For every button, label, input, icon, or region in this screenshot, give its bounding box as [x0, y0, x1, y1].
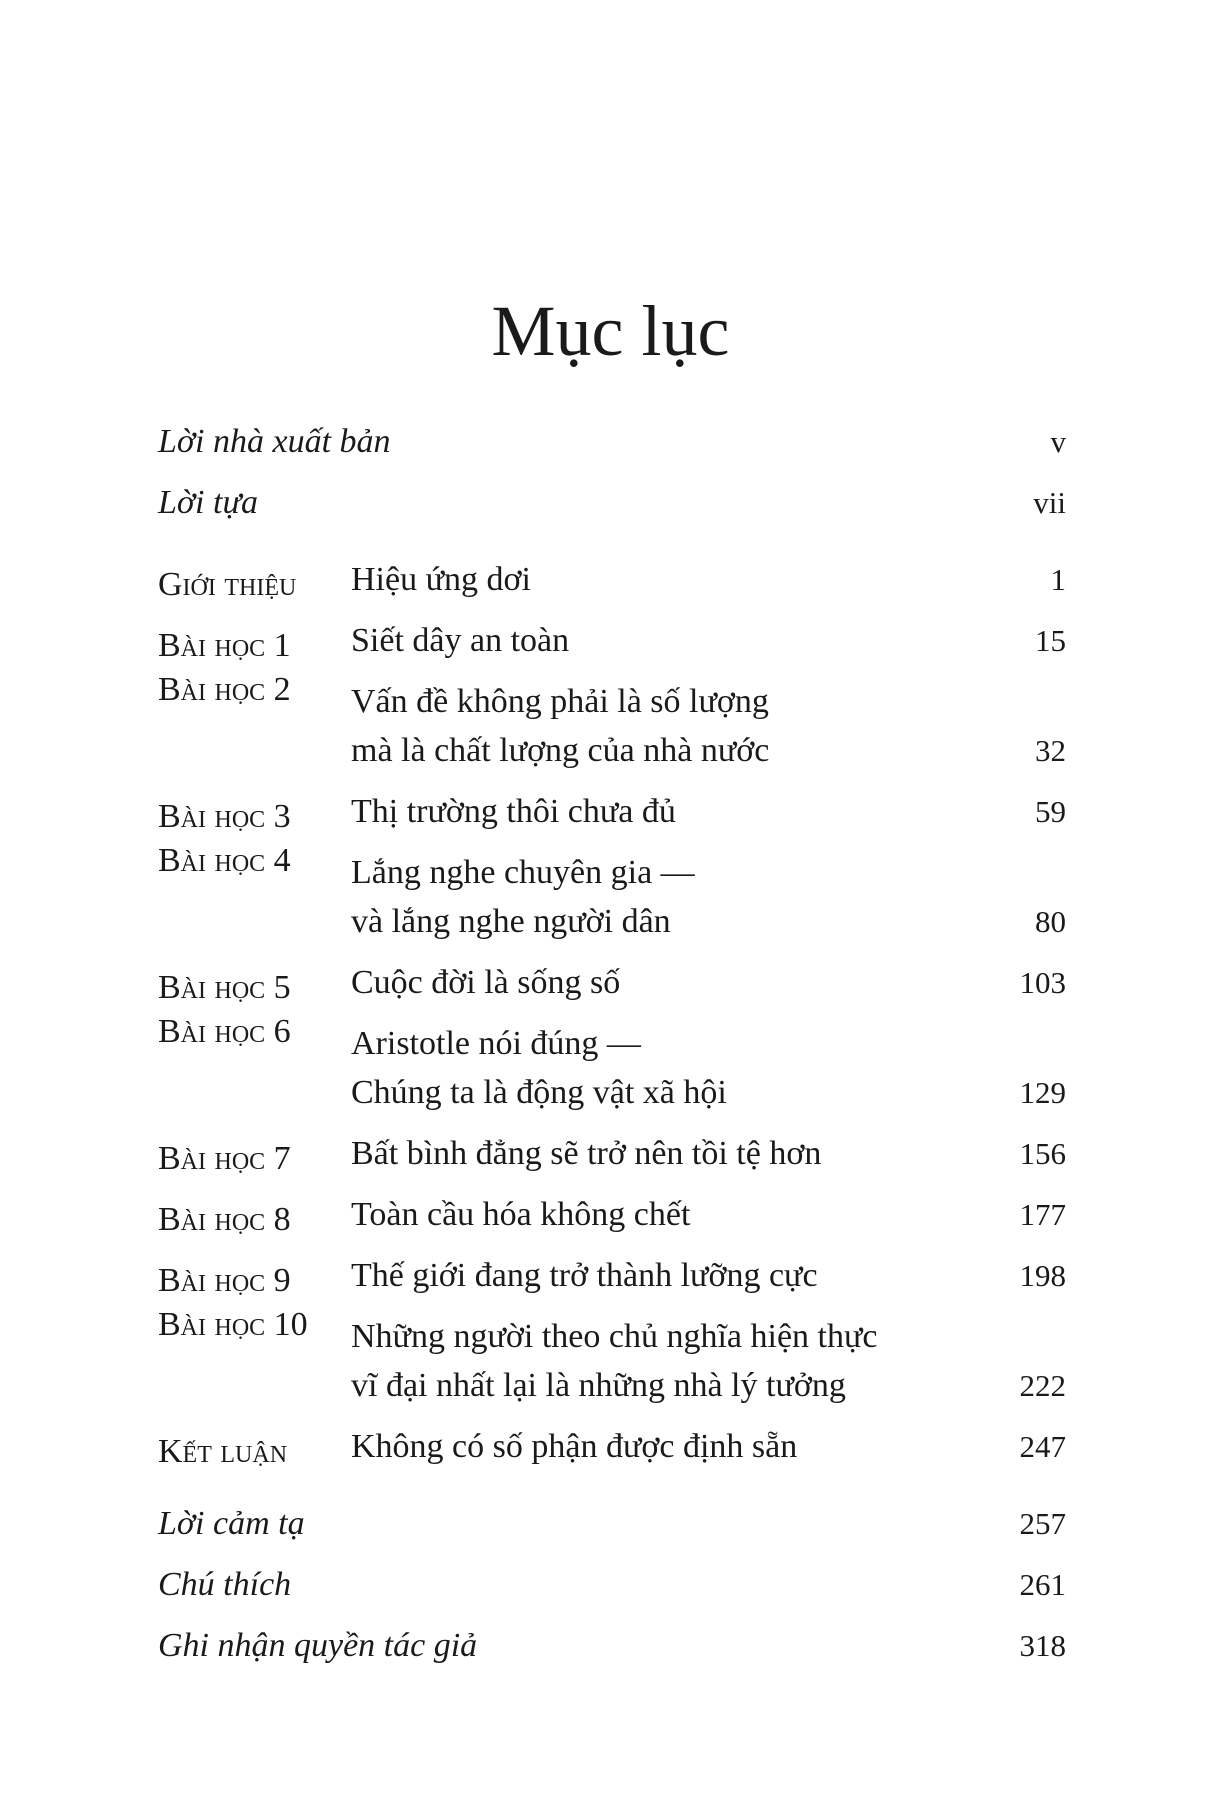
- toc-entry-page: 80: [1035, 904, 1066, 939]
- toc-entry-lesson-6[interactable]: [158, 1007, 1066, 1117]
- toc-entry-page: 59: [1035, 794, 1066, 829]
- toc-entry-text: [351, 677, 946, 775]
- toc-entry-lesson-1[interactable]: [158, 604, 1066, 665]
- toc-entry-page: 177: [1019, 1197, 1066, 1232]
- toc-entry-label: Giới thiệu: [158, 566, 297, 603]
- toc-entry-line: Lắng nghe chuyên gia —: [351, 854, 695, 891]
- toc-entry-acknowledgments[interactable]: [158, 1487, 1066, 1548]
- toc-entry-text: [351, 1019, 946, 1117]
- toc-entry-text: Lời cảm tạ: [158, 1505, 305, 1542]
- toc-entry-notes[interactable]: [158, 1548, 1066, 1609]
- toc-entry-label: Bài học 1: [158, 627, 291, 664]
- toc-entry-line: Thị trường thôi chưa đủ: [351, 793, 676, 830]
- toc-entry-publisher-note[interactable]: [158, 405, 1066, 466]
- toc-entry-text: [351, 787, 946, 836]
- page-title: Mục lục: [491, 291, 730, 372]
- toc-entry-page: 257: [1019, 1506, 1066, 1541]
- toc-entry-line: Toàn cầu hóa không chết: [351, 1196, 691, 1233]
- toc-entry-line: Thế giới đang trở thành lưỡng cực: [351, 1257, 818, 1294]
- toc-entry-page: 103: [1019, 965, 1066, 1000]
- toc-entry-page: 15: [1035, 623, 1066, 658]
- toc-entry-text: Ghi nhận quyền tác giả: [158, 1627, 478, 1664]
- toc-entry-label: Bài học 3: [158, 798, 291, 835]
- toc-entry-lesson-2[interactable]: [158, 665, 1066, 775]
- toc-entry-text: Lời tựa: [158, 484, 258, 521]
- toc-entry-line: Hiệu ứng dơi: [351, 561, 531, 598]
- toc-entry-page: 247: [1019, 1429, 1066, 1464]
- toc-entry-text: [351, 1251, 946, 1300]
- toc-entry-line: mà là chất lượng của nhà nước: [351, 732, 770, 769]
- toc-entry-page: 156: [1019, 1136, 1066, 1171]
- toc-entry-conclusion[interactable]: [158, 1410, 1066, 1471]
- toc-entry-text: [351, 1190, 946, 1239]
- toc-entry-label: Bài học 7: [158, 1140, 291, 1177]
- toc-entry-page: 129: [1019, 1075, 1066, 1110]
- toc-entry-copyright-credits[interactable]: [158, 1609, 1066, 1670]
- table-of-contents: [158, 405, 1066, 1670]
- toc-entry-label: Bài học 10: [158, 1306, 308, 1343]
- toc-entry-text: [351, 848, 946, 946]
- toc-entry-line: Những người theo chủ nghĩa hiện thực: [351, 1318, 878, 1355]
- toc-entry-line: Aristotle nói đúng —: [351, 1025, 641, 1062]
- toc-entry-line: vĩ đại nhất lại là những nhà lý tưởng: [351, 1367, 846, 1404]
- toc-entry-text: [351, 1129, 946, 1178]
- toc-entry-lesson-5[interactable]: [158, 946, 1066, 1007]
- toc-entry-label: Bài học 2: [158, 671, 291, 708]
- toc-entry-text: Chú thích: [158, 1566, 292, 1603]
- toc-entry-page: 32: [1035, 733, 1066, 768]
- toc-entry-page: v: [1050, 424, 1066, 459]
- toc-entry-page: 198: [1019, 1258, 1066, 1293]
- toc-entry-line: Vấn đề không phải là số lượng: [351, 683, 769, 720]
- toc-entry-line: và lắng nghe người dân: [351, 903, 671, 940]
- toc-entry-line: Siết dây an toàn: [351, 622, 570, 659]
- toc-entry-page: vii: [1033, 485, 1066, 520]
- toc-entry-label: Bài học 8: [158, 1201, 291, 1238]
- toc-entry-line: Bất bình đẳng sẽ trở nên tồi tệ hơn: [351, 1135, 822, 1172]
- toc-entry-text: [351, 1312, 946, 1410]
- toc-entry-label: Bài học 6: [158, 1013, 291, 1050]
- toc-entry-foreword[interactable]: [158, 466, 1066, 527]
- toc-entry-label: Kết luận: [158, 1433, 288, 1470]
- toc-entry-label: Bài học 4: [158, 842, 291, 879]
- toc-entry-text: Lời nhà xuất bản: [158, 423, 391, 460]
- toc-entry-text: [351, 958, 946, 1007]
- toc-entry-lesson-8[interactable]: [158, 1178, 1066, 1239]
- toc-entry-text: [351, 555, 946, 604]
- toc-entry-page: 222: [1019, 1368, 1066, 1403]
- toc-entry-page: 1: [1050, 562, 1066, 597]
- toc-entry-line: Không có số phận được định sẵn: [351, 1428, 798, 1465]
- toc-entry-text: [351, 616, 946, 665]
- toc-entry-lesson-4[interactable]: [158, 836, 1066, 946]
- toc-entry-page: 261: [1019, 1567, 1066, 1602]
- toc-entry-lesson-9[interactable]: [158, 1239, 1066, 1300]
- toc-entry-line: Chúng ta là động vật xã hội: [351, 1074, 727, 1111]
- toc-entry-lesson-7[interactable]: [158, 1117, 1066, 1178]
- toc-entry-text: [351, 1422, 946, 1471]
- toc-entry-label: Bài học 5: [158, 969, 291, 1006]
- toc-entry-lesson-3[interactable]: [158, 775, 1066, 836]
- toc-entry-line: Cuộc đời là sống số: [351, 964, 621, 1001]
- toc-entry-introduction[interactable]: [158, 543, 1066, 604]
- toc-entry-page: 318: [1019, 1628, 1066, 1663]
- toc-entry-lesson-10[interactable]: [158, 1300, 1066, 1410]
- toc-entry-label: Bài học 9: [158, 1262, 291, 1299]
